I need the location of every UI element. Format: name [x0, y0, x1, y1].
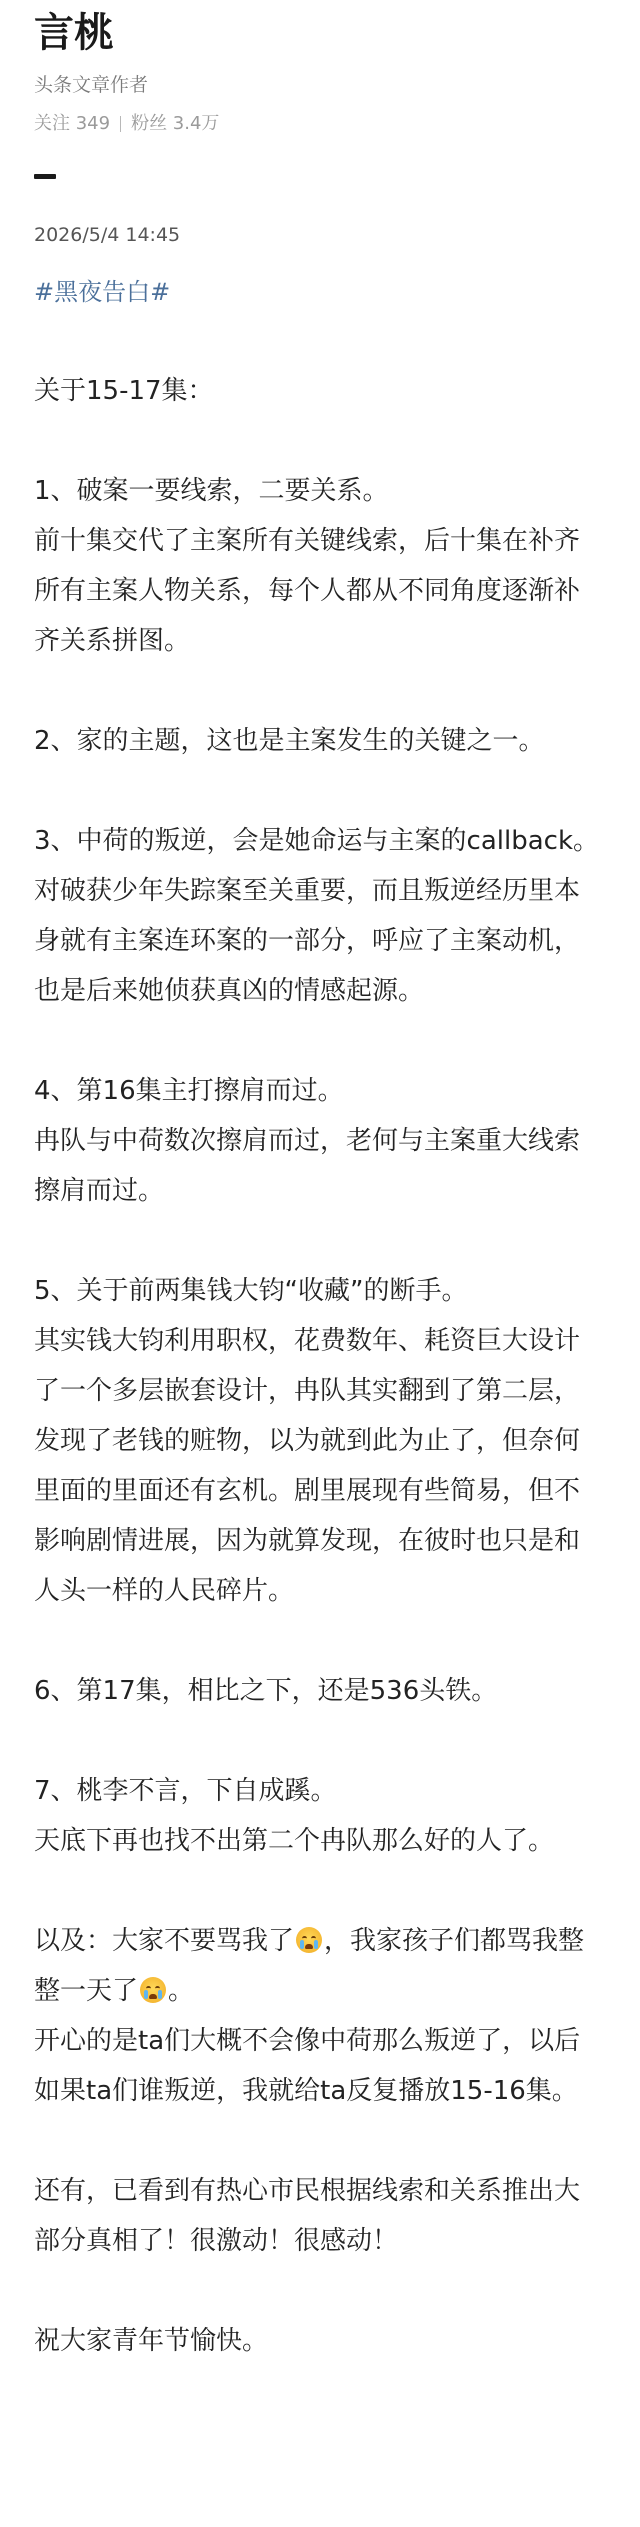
- paragraph-line: 关于15-17集：: [34, 376, 214, 406]
- author-role: 头条文章作者: [34, 74, 149, 96]
- paragraph-intro: [34, 366, 608, 416]
- paragraph-line: 7、桃李不言，下自成蹊。: [34, 1776, 337, 1806]
- paragraph-line: 了一个多层嵌套设计，冉队其实翻到了第二层，: [34, 1376, 581, 1406]
- crying-face-icon: [296, 1927, 322, 1953]
- paragraph-line: 里面的里面还有玄机。剧里展现有些简易，但不: [34, 1476, 581, 1506]
- paragraph-line: 3、中荷的叛逆，会是她命运与主案的callback。: [34, 826, 600, 856]
- paragraph-line: 前十集交代了主案所有关键线索，后十集在补齐: [34, 526, 581, 556]
- paragraph-line: [34, 1916, 608, 1966]
- paragraph-point-7: [34, 1766, 608, 1866]
- paragraph-point-5: [34, 1266, 608, 1616]
- paragraph-line: 天底下再也找不出第二个冉队那么好的人了。: [34, 1826, 555, 1856]
- paragraph-line: 其实钱大钧利用职权，花费数年、耗资巨大设计: [34, 1326, 581, 1356]
- crying-face-icon: [140, 1977, 166, 2003]
- paragraph-line: 还有，已看到有热心市民根据线索和关系推出大: [34, 2176, 581, 2206]
- paragraph-line: 身就有主案连环案的一部分，呼应了主案动机，: [34, 926, 581, 956]
- paragraph-line: 开心的是ta们大概不会像中荷那么叛逆了，以后: [34, 2026, 581, 2056]
- stats-divider: [120, 116, 121, 132]
- text-fragment: 整一天了: [34, 1976, 139, 2006]
- paragraph-closing-thanks: [34, 2166, 608, 2266]
- paragraph-line: 部分真相了！很激动！很感动！: [34, 2226, 399, 2256]
- paragraph-point-1: [34, 466, 608, 666]
- author-stats: [34, 112, 219, 136]
- paragraph-line: 冉队与中荷数次擦肩而过，老何与主案重大线索: [34, 1126, 581, 1156]
- paragraph-line: 6、第17集，相比之下，还是536头铁。: [34, 1676, 498, 1706]
- publish-time: 2026/5/4 14:45: [34, 224, 181, 246]
- text-fragment: 以及：大家不要骂我了: [34, 1926, 295, 1956]
- paragraph-point-3: [34, 816, 608, 1016]
- header-divider: [34, 174, 56, 179]
- paragraph-line: 影响剧情进展，因为就算发现，在彼时也只是和: [34, 1526, 581, 1556]
- paragraph-line: 4、第16集主打擦肩而过。: [34, 1076, 344, 1106]
- paragraph-line: 5、关于前两集钱大钧“收藏”的断手。: [34, 1276, 468, 1306]
- hashtag-link[interactable]: #黑夜告白#: [34, 278, 171, 306]
- paragraph-line: 祝大家青年节愉快。: [34, 2326, 269, 2356]
- article-body: [34, 366, 608, 2416]
- paragraph-line: 整一天了 。: [34, 1976, 195, 2006]
- paragraph-point-4: [34, 1066, 608, 1216]
- followers-count[interactable]: 粉丝 3.4万: [131, 113, 220, 134]
- paragraph-line: 对破获少年失踪案至关重要，而且叛逆经历里本: [34, 876, 581, 906]
- paragraph-line: 发现了老钱的赃物，以为就到此为止了，但奈何: [34, 1426, 581, 1456]
- paragraph-line: 也是后来她侦获真凶的情感起源。: [34, 976, 425, 1006]
- paragraph-line: 如果ta们谁叛逆，我就给ta反复播放15-16集。: [34, 2076, 578, 2106]
- author-name[interactable]: 言桃: [34, 10, 114, 56]
- paragraph-line: 所有主案人物关系，每个人都从不同角度逐渐补: [34, 576, 581, 606]
- paragraph-point-2: [34, 716, 608, 766]
- paragraph-closing-wish: [34, 2316, 608, 2366]
- paragraph-line: 1、破案一要线索，二要关系。: [34, 476, 389, 506]
- paragraph-line: 人头一样的人民碎片。: [34, 1576, 295, 1606]
- paragraph-closing-apology: [34, 1916, 608, 2116]
- following-count[interactable]: 关注 349: [34, 113, 111, 134]
- paragraph-line: 齐关系拼图。: [34, 626, 191, 656]
- text-fragment: ，我家孩子们都骂我整: [324, 1926, 585, 1956]
- paragraph-line: 2、家的主题，这也是主案发生的关键之一。: [34, 726, 545, 756]
- paragraph-line: 擦肩而过。: [34, 1176, 165, 1206]
- paragraph-point-6: [34, 1666, 608, 1716]
